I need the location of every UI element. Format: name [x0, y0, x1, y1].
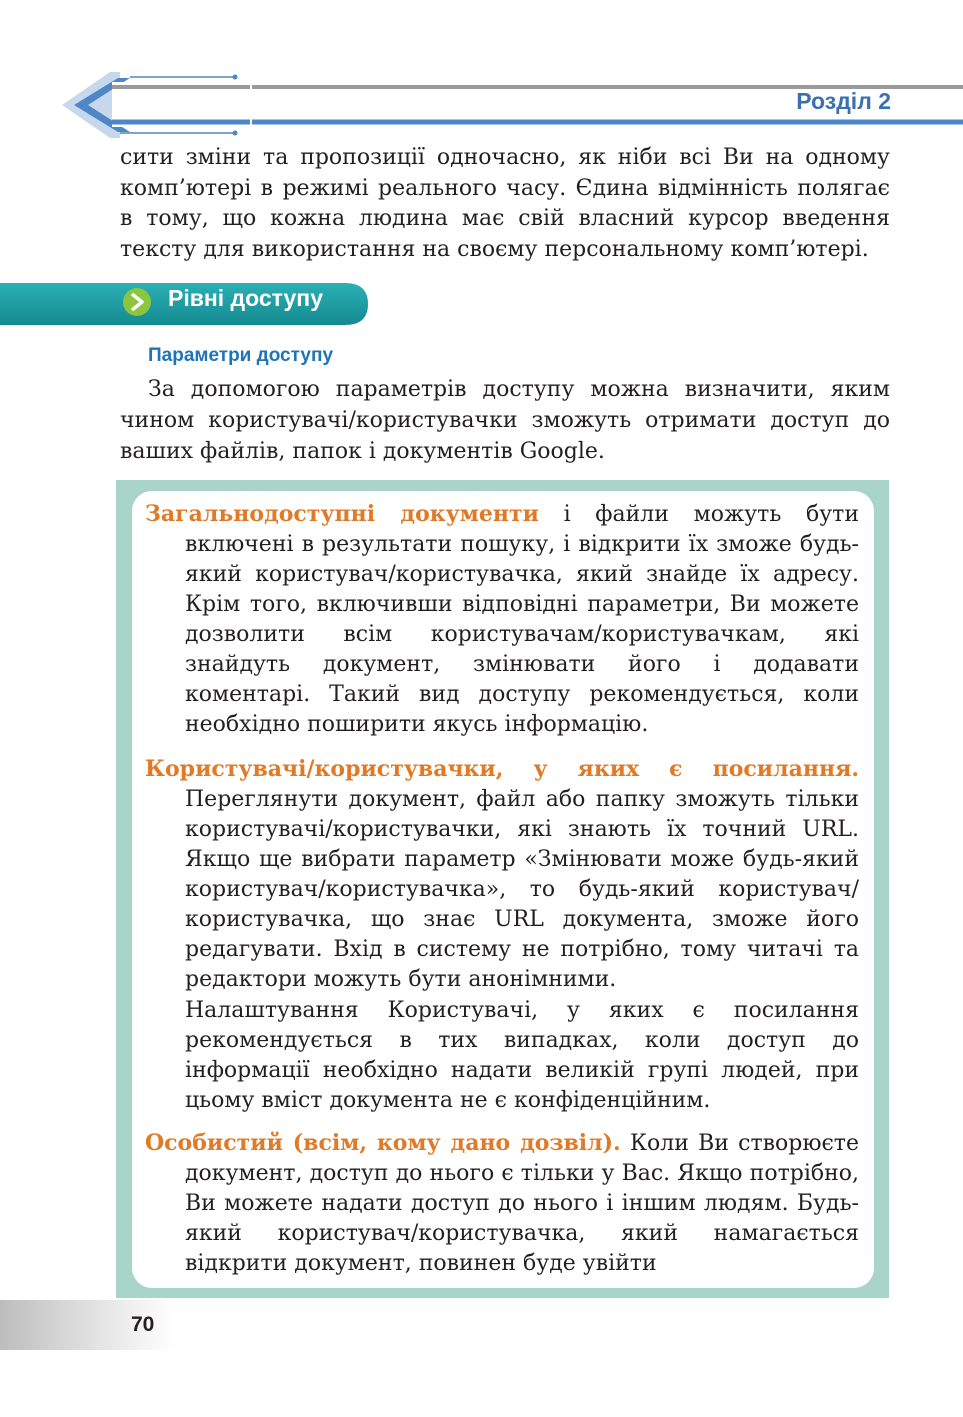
- definition-link: Переглянути документ, файл або папку зможуть тільки користувачі/користувачки, які знають їх точний URL. Якщо ще вибрати параметр «Змінювати може будь-який користувач/користувачка», то будь-який користувач/користувачка, що знає URL документа, зможе його редагувати. Вхід в систему не потрібно, тому читачі та редактори можуть бути анонімними.: [185, 787, 859, 992]
- subsection-paragraph: [120, 374, 890, 467]
- definition-private: Коли Ви створюєте документ, доступ до нього є тільки у Вас. Якщо потрібно, Ви можете надати доступ до нього і іншим людям. Будь-який користувач/користувачка, який намагається відкрити документ, повинен буде увійти: [185, 1131, 859, 1276]
- term-private: Особистий (всім, кому дано дозвіл).: [145, 1130, 621, 1156]
- definition-entry-link: [145, 754, 859, 995]
- chapter-label: Розділ 2: [796, 88, 891, 114]
- page-number: 70: [131, 1313, 155, 1336]
- intro-text: сити зміни та пропозиції одночасно, як ніби всі Ви на одному комп’ютері в режимі реального часу. Єдина відмінність полягає в тому, що кожна людина має свій власний курсор введення тексту для використання на своєму персональному комп’ютері.: [120, 145, 890, 262]
- subsection-title: Параметри доступу: [148, 345, 334, 366]
- definition-note: [185, 996, 859, 1116]
- section-title: Рівні доступу: [168, 285, 323, 311]
- term-link: Користувачі/користувачки, у яких є посилання.: [145, 756, 859, 782]
- chevron-right-icon: [123, 288, 151, 316]
- definition-public: і файли можуть бути включені в результати пошуку, і відкрити їх зможе будь-який користувач/користувачка, який знайде їх адресу. Крім того, включивши відповідні параметри, Ви можете дозволити всім користувачам/користувачкам, які знайдуть документ, змінювати його і додавати коментарі. Такий вид доступу рекомендується, коли необхідно поширити якусь інформацію.: [185, 502, 860, 737]
- note-bold: Користувачі, у яких є посилання: [387, 998, 859, 1023]
- definition-entry-public: [145, 499, 859, 740]
- note-after: рекомендується в тих випадках, коли доступ до інформації необхідно надати великій групі людей, при цьому вміст документа не є конфіденційним.: [185, 1028, 859, 1113]
- definition-entry-private: [145, 1128, 859, 1279]
- subsection-text: За допомогою параметрів доступу можна визначити, яким чином користувачі/користувачки зможуть отримати доступ до ваших файлів, папок і документів Google.: [120, 377, 890, 464]
- term-public: Загальнодоступні документи: [145, 501, 539, 527]
- note-before: Налаштування: [185, 998, 388, 1023]
- intro-paragraph: [120, 143, 890, 265]
